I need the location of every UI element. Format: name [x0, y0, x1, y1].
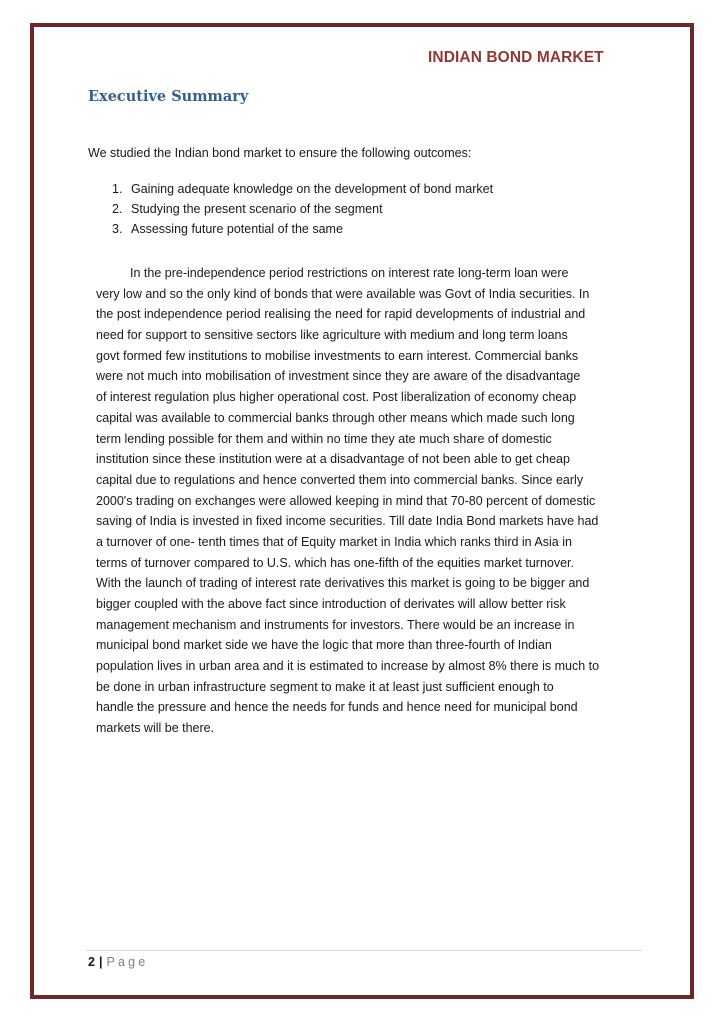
- paragraph-line: need for support to sensitive sectors like agriculture with medium and long term loans: [96, 328, 568, 343]
- paragraph-line: With the launch of trading of interest rate derivatives this market is going to be bigger and: [96, 576, 590, 591]
- body-paragraph: [96, 263, 656, 739]
- list-item-text: Assessing future potential of the same: [131, 222, 343, 236]
- paragraph-line: saving of India is invested in fixed income securities. Till date India Bond markets have had: [96, 514, 599, 529]
- paragraph-line: municipal bond market side we have the logic that more than three-fourth of Indian: [96, 638, 552, 653]
- paragraph-line: population lives in urban area and it is estimated to increase by almost 8% there is much to: [96, 659, 600, 674]
- paragraph-line: be done in urban infrastructure segment to make it at least just sufficient enough to: [96, 679, 554, 694]
- paragraph-line: In the pre-independence period restrictions on interest rate long-term loan were: [130, 266, 569, 280]
- page-footer: [88, 955, 148, 969]
- footer-divider: [86, 950, 642, 951]
- paragraph-line: capital due to regulations and hence converted them into commercial banks. Since early: [96, 472, 584, 487]
- list-item: [112, 199, 493, 219]
- paragraph-line: markets will be there.: [96, 721, 215, 736]
- list-item-number: 1.: [112, 182, 123, 196]
- paragraph-line: capital was available to commercial banks through other means which made such long: [96, 410, 575, 425]
- list-item-number: 2.: [112, 202, 123, 216]
- page-label: Page: [106, 955, 149, 969]
- page-number: 2: [88, 955, 95, 969]
- paragraph-line: handle the pressure and hence the needs for funds and hence need for municipal bond: [96, 700, 578, 715]
- footer-separator: |: [98, 955, 103, 969]
- paragraph-line: the post independence period realising the need for rapid developments of industrial and: [96, 307, 586, 322]
- paragraph-line: a turnover of one- tenth times that of Equity market in India which ranks third in Asia in: [96, 534, 572, 549]
- list-item-number: 3.: [112, 222, 123, 236]
- list-item: [112, 179, 493, 199]
- outcomes-list: [112, 179, 493, 239]
- paragraph-line: bigger coupled with the above fact since introduction of derivates will allow better risk: [96, 597, 566, 611]
- intro-paragraph: We studied the Indian bond market to ensure the following outcomes:: [88, 146, 472, 160]
- paragraph-line: were not much into mobilisation of investment since they are aware of the disadvantage: [96, 369, 581, 384]
- paragraph-line: of interest regulation plus higher operational cost. Post liberalization of economy cheap: [96, 390, 577, 405]
- paragraph-line: 2000's trading on exchanges were allowed keeping in mind that 70-80 percent of domestic: [96, 493, 596, 508]
- section-heading: Executive Summary: [88, 88, 249, 105]
- list-item: [112, 219, 493, 239]
- running-header-title: INDIAN BOND MARKET: [428, 49, 604, 66]
- paragraph-line: management mechanism and instruments for investors. There would be an increase in: [96, 617, 575, 632]
- list-item-text: Studying the present scenario of the segment: [131, 202, 383, 216]
- paragraph-line: institution since these institution were at a disadvantage of not been able to get cheap: [96, 452, 570, 467]
- paragraph-line: terms of turnover compared to U.S. which has one-fifth of the equities market turnover.: [96, 555, 575, 570]
- list-item-text: Gaining adequate knowledge on the development of bond market: [131, 182, 494, 196]
- paragraph-line: very low and so the only kind of bonds that were available was Govt of India securities. In: [96, 286, 590, 301]
- paragraph-line: term lending possible for them and within no time they ate much share of domestic: [96, 431, 552, 446]
- paragraph-line: govt formed few institutions to mobilise investments to earn interest. Commercial banks: [96, 348, 579, 363]
